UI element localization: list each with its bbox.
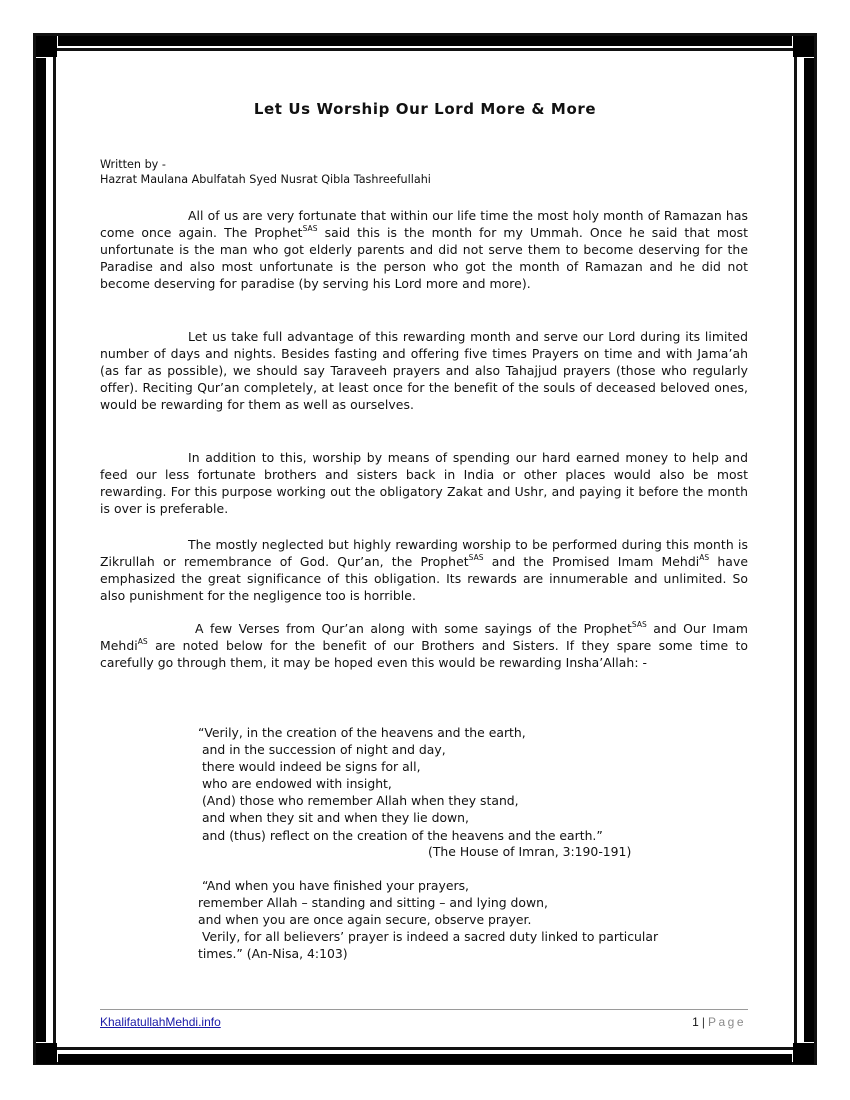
border-corner-tl [36,36,57,57]
paragraph-4-text-a: The mostly neglected but highly rewarding worship to be performed during this month is Zikrullah or remembrance of God. Qur’an, the Prophet [100,537,748,569]
border-corner-br [793,1043,814,1064]
paragraph-5-text-b: and Our Imam Mehdi [100,621,748,653]
paragraph-4 [100,536,748,604]
paragraph-2-text: Let us take full advantage of this rewarding month and serve our Lord during its limited number of days and nights. Besides fasting and offering five times Prayers on time and with Jama’ah (as far as possible), we should say Taraveeh prayers and also Tahajjud prayers (those who regularly offer). Reciting Qur’an completely, at least once for the benefit of the souls of deceased beloved ones, would be rewarding for them as well as ourselves. [100,329,748,412]
paragraph-3 [100,449,748,517]
paragraph-1-text-a: All of us are very fortunate that within our life time the most holy month of Ramazan has come once again. The Prophet [100,208,748,240]
paragraph-5-sup-2: AS [137,637,148,646]
paragraph-2 [100,328,748,413]
byline-label: Written by - [100,158,166,171]
document-title: Let Us Worship Our Lord More & More [253,100,597,118]
border-edge-bottom [58,1054,792,1064]
paragraph-4-text-b: and the Promised Imam Mehdi [483,554,700,569]
page-separator: | [701,1015,705,1029]
paragraph-4-text-c: have emphasized the great significance of this obligation. Its rewards are innumerable and unlimited. So also punishment for the negligence too is horrible. [100,554,749,603]
paragraph-1 [100,207,748,292]
footer-divider [100,1009,748,1010]
paragraph-1-sup: SAS [302,224,318,233]
byline [100,157,750,187]
page-number: 1 [692,1015,699,1029]
border-edge-top [58,36,792,46]
border-corner-tr [793,36,814,57]
footer-page-number [692,1015,746,1029]
paragraph-5-text-a: A few Verses from Qur’an along with some sayings of the Prophet [195,621,632,636]
border-edge-left [36,58,46,1042]
verse-quote-2: “And when you have finished your prayers, remember Allah – standing and sitting – and lying down, and when you are once again secure, observe prayer. Verily, for all believers’ prayer is indeed a sacred duty linked to particular times.” (An-Nisa, 4:103) [198,878,659,962]
verse-1-reference: (The House of Imran, 3:190-191) [428,844,632,859]
paragraph-5-text-c: are noted below for the benefit of our Brothers and Sisters. If they spare some time to carefully go through them, it may be hoped even this would be rewarding Insha’Allah: - [100,638,748,670]
paragraph-4-sup-1: SAS [468,553,484,562]
verse-quote-1: “Verily, in the creation of the heavens and the earth, and in the succession of night and day, there would indeed be signs for all, who are endowed with insight, (And) those who remember Allah when they stand, and when they sit and when they lie down, and (thus) reflect on the creation of the heavens and the earth.” [198,725,603,843]
paragraph-4-sup-2: AS [699,553,710,562]
border-corner-bl [36,1043,57,1064]
byline-author: Hazrat Maulana Abulfatah Syed Nusrat Qibla Tashreefullahi [100,173,431,186]
paragraph-1-text-b: said this is the month for my Ummah. Once he said that most unfortunate is the man who got elderly parents and did not serve them to become deserving for the Paradise and also most unfortunate is the person who got the month of Ramazan and he did not become deserving for paradise (by serving his Lord more and more). [100,225,749,291]
paragraph-5 [100,620,748,671]
footer-website-link[interactable]: KhalifatullahMehdi.info [100,1015,221,1029]
paragraph-3-text: In addition to this, worship by means of spending our hard earned money to help and feed our less fortunate brothers and sisters back in India or other places would also be most rewarding. For this purpose working out the obligatory Zakat and Ushr, and paying it before the month is over is preferable. [100,450,748,516]
page-word: Page [707,1015,746,1029]
paragraph-5-sup-1: SAS [631,620,647,629]
border-edge-right [804,58,814,1042]
